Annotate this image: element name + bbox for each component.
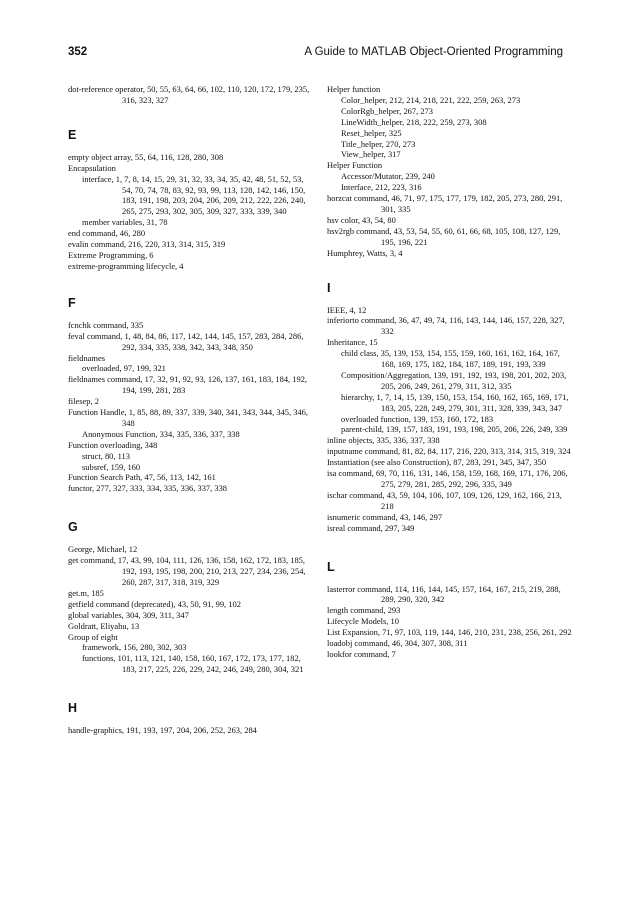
index-entry: isa command, 69, 70, 116, 131, 146, 158, 159, 168, 169, 171, 176, 206, 275, 279, 281, 285, 292, 296, 335, 349 — [327, 468, 568, 489]
running-head-title: A Guide to MATLAB Object-Oriented Programming — [304, 46, 563, 58]
index-subentry: Color_helper, 212, 214, 218, 221, 222, 259, 263, 273 — [341, 94, 521, 105]
index-subentry: Interface, 212, 223, 316 — [341, 182, 422, 193]
index-subentry: parent-child, 139, 157, 183, 191, 193, 198, 205, 206, 226, 249, 339 — [341, 424, 568, 435]
section-spacer — [327, 259, 575, 281]
section-letter: H — [68, 701, 78, 716]
index-entry: IEEE, 4, 12 — [327, 304, 367, 315]
index-entry: Instantiation (see also Construction), 87, 283, 291, 345, 347, 350 — [327, 457, 547, 468]
index-subentry: Accessor/Mutator, 239, 240 — [341, 171, 435, 182]
index-entry: filesep, 2 — [68, 396, 99, 407]
index-entry: functor, 277, 327, 333, 334, 335, 336, 337, 338 — [68, 483, 228, 494]
index-entry: length command, 293 — [327, 605, 401, 616]
index-entry: Group of eight — [68, 631, 118, 642]
index-entry: horzcat command, 46, 71, 97, 175, 177, 179, 182, 205, 273, 280, 291, 301, 335 — [327, 193, 563, 214]
section-letter: L — [327, 559, 335, 574]
index-entry: inline objects, 335, 336, 337, 338 — [327, 435, 440, 446]
index-entry: fieldnames — [68, 352, 106, 363]
index-subentry: hierarchy, 1, 7, 14, 15, 139, 150, 153, 154, 160, 162, 165, 169, 171, 183, 205, 228, 249, 279, 301, 311, 328, 339, 343, 347 — [341, 391, 569, 413]
section-spacer — [68, 106, 312, 128]
index-entry: isreal command, 297, 349 — [327, 522, 415, 533]
index-entry: inferiorto command, 36, 47, 49, 74, 116, 143, 144, 146, 157, 228, 327, 332 — [327, 315, 565, 337]
index-entry: global variables, 304, 309, 311, 347 — [68, 609, 189, 620]
index-subentry: Composition/Aggregation, 139, 191, 192, 193, 198, 201, 202, 203, 205, 206, 249, 261, 279, 311, 312, 335 — [341, 369, 567, 391]
section-letter: I — [327, 280, 331, 295]
index-entry: inputname command, 81, 82, 84, 117, 216, 220, 313, 314, 315, 319, 324 — [327, 446, 571, 457]
index-entry: hsv2rgb command, 43, 53, 54, 55, 60, 61, 66, 68, 105, 108, 127, 129, 195, 196, 221 — [327, 225, 561, 247]
index-entry: Lifecycle Models, 10 — [327, 616, 399, 627]
index-entry: fieldnames command, 17, 32, 91, 92, 93, 126, 137, 161, 183, 184, 192, 194, 199, 281, 283 — [68, 374, 308, 396]
index-entry: get command, 17, 43, 99, 104, 111, 126, 136, 158, 162, 172, 183, 185, 192, 193, 195, 198, 200, 210, 213, 227, 234, 236, 254, 260, 287, 317, 318, 319, 329 — [68, 555, 306, 587]
index-column-right — [327, 84, 575, 660]
index-subentry: child class, 35, 139, 153, 154, 155, 159, 160, 161, 162, 164, 167, 168, 169, 175, 182, 184, 187, 189, 191, 193, 339 — [341, 348, 560, 370]
index-entry: Encapsulation — [68, 162, 116, 173]
section-spacer — [68, 272, 312, 296]
index-entry: George, Michael, 12 — [68, 544, 138, 555]
index-entry: Function overloading, 348 — [68, 439, 158, 450]
index-subentry: struct, 80, 113 — [82, 450, 130, 461]
index-entry: dot-reference operator, 50, 55, 63, 64, 66, 102, 110, 120, 172, 179, 235, 316, 323, 327 — [68, 84, 310, 105]
index-subentry: functions, 101, 113, 121, 140, 158, 160, 167, 172, 173, 177, 182, 183, 217, 225, 226, 229, 242, 246, 249, 280, 304, 321 — [82, 653, 304, 675]
index-subentry: member variables, 31, 78 — [82, 217, 168, 228]
index-subentry: Title_helper, 270, 273 — [341, 138, 416, 149]
index-entry: lasterror command, 114, 116, 144, 145, 157, 164, 167, 215, 219, 288, 289, 290, 320, 342 — [327, 583, 561, 605]
index-entry: Function Search Path, 47, 56, 113, 142, 161 — [68, 472, 216, 483]
section-spacer — [68, 675, 312, 701]
index-entry: Helper Function — [327, 160, 383, 171]
index-entry: empty object array, 55, 64, 116, 128, 280, 308 — [68, 151, 224, 162]
index-subentry: overloaded, 97, 199, 321 — [82, 363, 166, 374]
index-entry: Extreme Programming, 6 — [68, 249, 154, 260]
index-entry: evalin command, 216, 220, 313, 314, 315, 319 — [68, 239, 226, 250]
index-entry: getfield command (deprecated), 43, 50, 91, 99, 102 — [68, 598, 241, 609]
page-number: 352 — [68, 46, 88, 58]
index-column-left — [68, 84, 312, 736]
index-subentry: View_helper, 317 — [341, 149, 401, 160]
index-entry: Goldratt, Eliyahu, 13 — [68, 620, 140, 631]
index-subentry: subsref, 159, 160 — [82, 461, 141, 472]
index-entry: Humphrey, Watts, 3, 4 — [327, 247, 403, 258]
section-spacer — [327, 534, 575, 560]
section-letter: E — [68, 127, 77, 142]
index-entry: get.m, 185 — [68, 587, 104, 598]
index-entry: hsv color, 43, 54, 80 — [327, 214, 396, 225]
index-entry: loadobj command, 46, 304, 307, 308, 311 — [327, 638, 468, 649]
index-entry: Inheritance, 15 — [327, 337, 378, 348]
index-entry: handle-graphics, 191, 193, 197, 204, 206, 252, 263, 284 — [68, 725, 257, 736]
index-entry: fcnchk command, 335 — [68, 319, 144, 330]
index-subentry: Reset_helper, 325 — [341, 127, 402, 138]
section-letter: F — [68, 295, 76, 310]
index-entry: Helper function — [327, 84, 381, 94]
index-entry: end command, 46, 280 — [68, 228, 146, 239]
index-entry: List Expansion, 71, 97, 103, 119, 144, 146, 210, 231, 238, 256, 261, 292 — [327, 627, 572, 638]
section-spacer — [68, 494, 312, 520]
index-subentry: ColorRgb_helper, 267, 273 — [341, 105, 433, 116]
index-entry: ischar command, 43, 59, 104, 106, 107, 109, 126, 129, 162, 166, 213, 218 — [327, 489, 562, 511]
section-letter: G — [68, 520, 78, 535]
index-entry: Function Handle, 1, 85, 88, 89, 337, 339, 340, 341, 343, 344, 345, 346, 348 — [68, 407, 308, 428]
index-entry: isnumeric command, 43, 146, 297 — [327, 511, 443, 522]
index-subentry: Anonymous Function, 334, 335, 336, 337, 338 — [82, 428, 240, 439]
index-subentry: LineWidth_helper, 218, 222, 259, 273, 308 — [341, 116, 487, 127]
index-subentry: interface, 1, 7, 8, 14, 15, 29, 31, 32, 33, 34, 35, 42, 48, 51, 52, 53, 54, 70, 74, 78, 83, 92, 93, 99, 113, 128, 142, 146, 150, 183, 191, 198, 203, 204, 206, 209, 212, 222, 226, 240, 265, 275, 293, 302, 305, 309, 327, 333, 339, 340 — [82, 173, 306, 217]
index-entry: lookfor command, 7 — [327, 648, 396, 659]
index-subentry: overloaded function, 139, 153, 160, 172, 183 — [341, 413, 494, 424]
index-subentry: framework, 156, 280, 302, 303 — [82, 642, 187, 653]
index-entry: feval command, 1, 48, 84, 86, 117, 142, 144, 145, 157, 283, 284, 286, 292, 334, 335, 338, 342, 343, 348, 350 — [68, 330, 304, 352]
index-entry: extreme-programming lifecycle, 4 — [68, 260, 184, 271]
